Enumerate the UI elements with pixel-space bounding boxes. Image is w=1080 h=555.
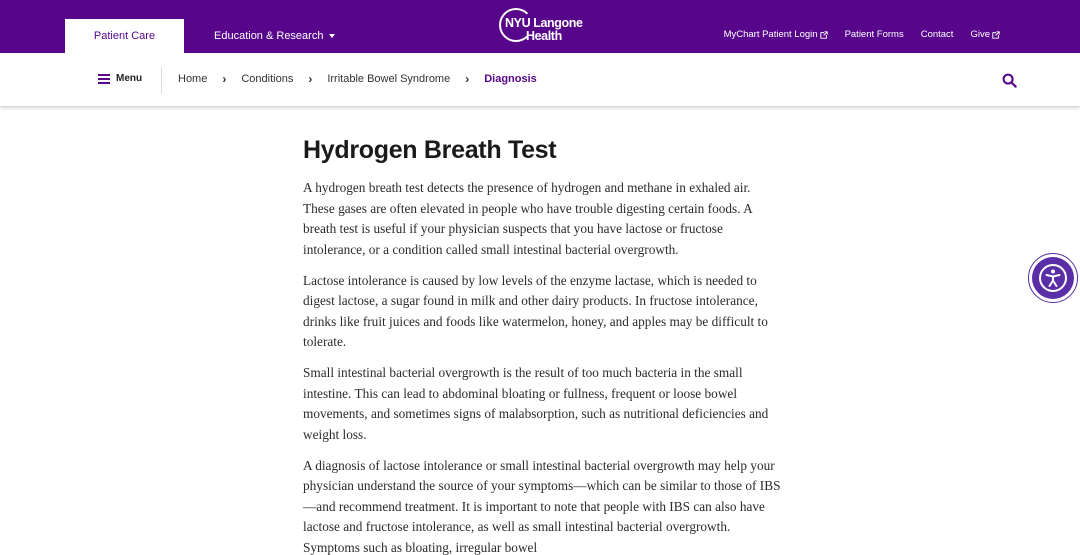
contact-link[interactable] [921, 29, 954, 40]
chevron-right-icon: › [222, 72, 227, 86]
breadcrumb-bar [0, 53, 1080, 107]
breadcrumb-conditions[interactable]: Conditions [241, 73, 294, 85]
hamburger-icon [98, 74, 110, 84]
divider [161, 67, 162, 94]
accessibility-icon-container [1032, 257, 1074, 299]
accessibility-icon [1038, 263, 1068, 293]
tab-education-research[interactable] [214, 19, 335, 53]
breadcrumb [178, 72, 537, 86]
top-navigation-bar [0, 0, 1080, 53]
chevron-right-icon: › [465, 72, 470, 86]
logo-text-line2: Health [526, 29, 562, 43]
article-paragraph: Small intestinal bacterial overgrowth is the result of too much bacteria in the small intestine. This can lead to abdominal bloating or fullness, frequent or loose bowel movements, and sometimes signs of malabsorption, such as nutritional deficiencies and weight loss. [303, 365, 769, 442]
accessibility-button[interactable] [1028, 253, 1078, 303]
mychart-login-link[interactable] [724, 29, 828, 40]
utility-links [724, 29, 1000, 40]
article-paragraph: A hydrogen breath test detects the presence of hydrogen and methane in exhaled air. These gases are often elevated in people who have trouble digesting certain foods. A breath test is useful if your physician suspects that you have lactose or fructose intolerance, or a condition called small intestinal bacterial overgrowth. [303, 180, 752, 257]
search-icon[interactable] [1002, 73, 1017, 88]
page-title: Hydrogen Breath Test [303, 136, 557, 164]
give-label: Give [970, 29, 990, 40]
contact-label: Contact [920, 29, 954, 40]
patient-forms-link[interactable] [845, 29, 904, 40]
patient-forms-label: Patient Forms [844, 29, 904, 40]
tab-patient-care[interactable] [65, 19, 184, 53]
breadcrumb-ibs[interactable]: Irritable Bowel Syndrome [327, 73, 451, 85]
external-link-icon [820, 31, 828, 39]
breadcrumb-diagnosis: Diagnosis [484, 73, 537, 85]
menu-button[interactable] [98, 73, 142, 84]
logo-text-line1: NYU Langone [505, 16, 583, 30]
give-link[interactable] [970, 29, 1000, 40]
caret-down-icon [329, 34, 335, 38]
article-content [303, 136, 781, 555]
tab-patient-care-label: Patient Care [93, 30, 156, 42]
nyu-langone-logo[interactable] [499, 8, 583, 44]
article-paragraph: A diagnosis of lactose intolerance or small intestinal bacterial overgrowth may help your physician understand the source of your symptoms—which can be similar to those of IBS—and recommend treatment. It is important to note that people with IBS can also have lactose and fructose intolerance, as well as small intestinal bacterial overgrowth. Symptoms such as bloating, irregular bowel [303, 457, 781, 555]
breadcrumb-home[interactable]: Home [178, 73, 208, 85]
external-link-icon [992, 31, 1000, 39]
chevron-right-icon: › [308, 72, 313, 86]
tab-education-research-label: Education & Research [214, 30, 324, 42]
mychart-login-label: MyChart Patient Login [723, 29, 818, 40]
menu-label: Menu [116, 73, 143, 84]
article-paragraph: Lactose intolerance is caused by low levels of the enzyme lactase, which is needed to digest lactose, a sugar found in milk and other dairy products. In fructose intolerance, drinks like fruit juices and foods like watermelon, honey, and apples may be difficult to tolerate. [303, 272, 768, 349]
